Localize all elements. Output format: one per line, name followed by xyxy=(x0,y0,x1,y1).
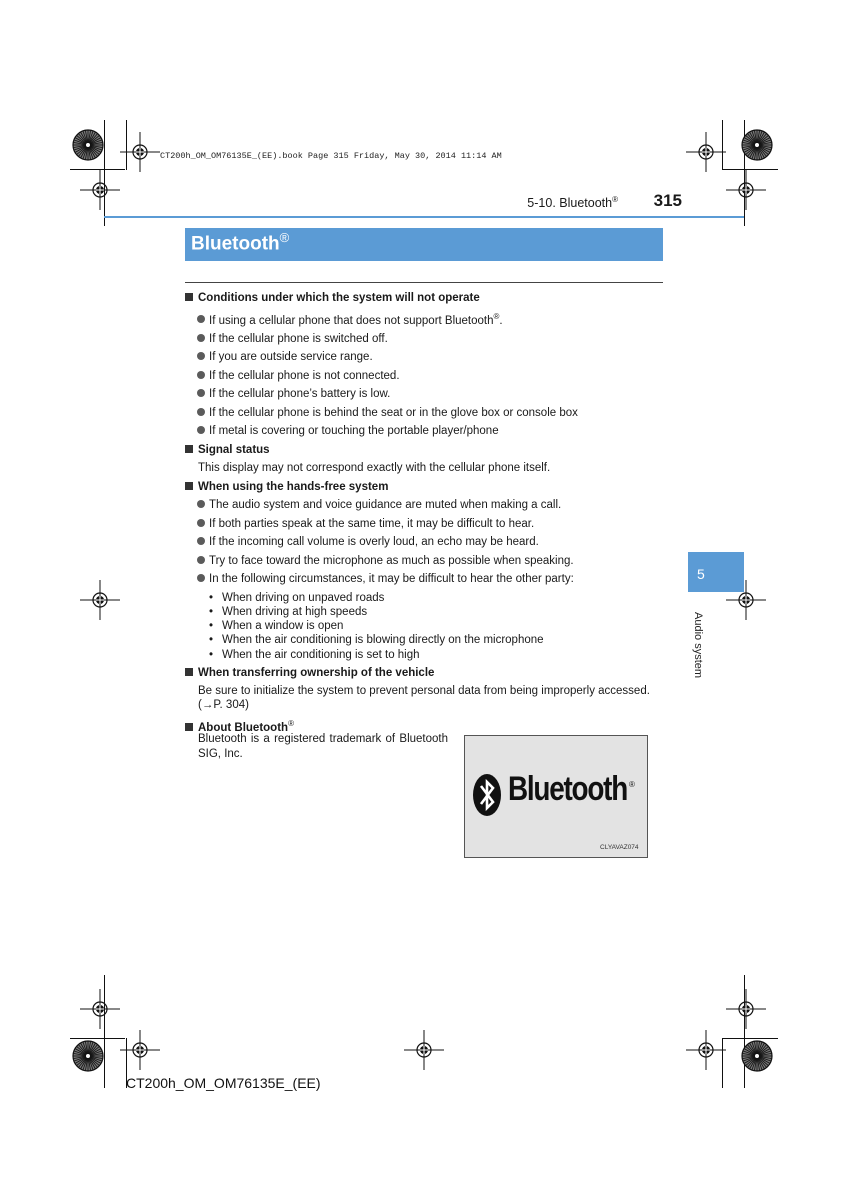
sub-list-item xyxy=(185,633,663,647)
square-bullet-icon xyxy=(185,445,193,453)
sub-bullet-icon: • xyxy=(209,591,214,604)
sub-list-item-text: When driving on unpaved roads xyxy=(222,591,385,604)
list-item-end: . xyxy=(499,314,503,327)
dot-bullet-icon xyxy=(197,389,205,397)
sub-list-item-text: When driving at high speeds xyxy=(222,606,368,619)
sub-list-item xyxy=(185,619,663,633)
color-bar-mark xyxy=(742,1041,772,1071)
list-item xyxy=(185,533,663,552)
sub-bullet-icon: • xyxy=(209,634,214,647)
sub-list-item xyxy=(185,605,663,619)
list-item-text: If the incoming call volume is overly loud, an echo may be heard. xyxy=(209,536,539,549)
list-item-text: If using a cellular phone that does not support Bluetooth xyxy=(209,314,494,327)
heading-text: When using the hands-free system xyxy=(198,480,389,493)
bluetooth-logo-word: Bluetooth xyxy=(508,770,628,808)
logo-registered-mark: ® xyxy=(629,780,635,789)
color-bar-mark xyxy=(73,1041,103,1071)
title-rule xyxy=(185,282,663,283)
registered-mark: ® xyxy=(288,719,294,729)
reference-open: ( xyxy=(198,699,202,712)
list-item-text: If the cellular phone is not connected. xyxy=(209,369,400,382)
registration-mark xyxy=(80,989,120,1029)
arrow-right-icon: → xyxy=(201,699,214,712)
section-label-text: 5-10. Bluetooth xyxy=(527,196,613,211)
sub-list-item xyxy=(185,591,663,605)
sub-bullet-icon: • xyxy=(209,606,214,619)
dot-bullet-icon xyxy=(197,500,205,508)
list-item-text: In the following circumstances, it may be difficult to hear the other party: xyxy=(209,573,574,586)
list-item xyxy=(185,348,663,367)
print-header: CT200h_OM_OM76135E_(EE).book Page 315 Friday, May 30, 2014 11:14 AM xyxy=(160,151,502,161)
list-item xyxy=(185,552,663,571)
section-label xyxy=(470,195,618,210)
color-bar-mark xyxy=(73,130,103,160)
sub-bullet-icon: • xyxy=(209,648,214,661)
list-item-text: If the cellular phone’s battery is low. xyxy=(209,388,391,401)
dot-bullet-icon xyxy=(197,408,205,416)
sub-list-item-text: When a window is open xyxy=(222,620,344,633)
registration-mark xyxy=(80,170,120,210)
chapter-label xyxy=(688,612,714,702)
heading-text: Conditions under which the system will not operate xyxy=(198,292,480,304)
title-registered-mark: ® xyxy=(279,230,290,245)
page-number: 315 xyxy=(653,191,682,210)
sub-list-item-text: When the air conditioning is set to high xyxy=(222,648,420,661)
heading-text: When transferring ownership of the vehicle xyxy=(198,666,435,679)
heading-text: About Bluetooth xyxy=(198,722,289,735)
reference-text: P. 304) xyxy=(213,699,249,712)
list-item xyxy=(185,570,663,589)
registration-mark xyxy=(120,1030,160,1070)
main-content xyxy=(185,289,663,738)
dot-bullet-icon xyxy=(197,537,205,545)
registration-mark xyxy=(120,132,160,172)
registration-mark xyxy=(686,132,726,172)
section-heading-handsfree xyxy=(185,478,663,497)
section-registered-mark: ® xyxy=(612,195,618,204)
list-item xyxy=(185,330,663,349)
registration-mark xyxy=(726,989,766,1029)
figure-code: CLYAVAZ074 xyxy=(600,844,639,851)
header-rule xyxy=(104,216,744,218)
dot-bullet-icon xyxy=(197,315,205,323)
heading-text: Signal status xyxy=(198,443,270,456)
list-item xyxy=(185,308,663,330)
trademark-text: Bluetooth is a registered trademark of Bluetooth SIG, Inc. xyxy=(198,733,448,760)
color-bar-mark xyxy=(742,130,772,160)
square-bullet-icon xyxy=(185,482,193,490)
dot-bullet-icon xyxy=(197,352,205,360)
registration-mark xyxy=(726,170,766,210)
dot-bullet-icon xyxy=(197,574,205,582)
transfer-text xyxy=(185,682,663,715)
section-heading-conditions xyxy=(185,289,663,308)
sub-list-item-text: When the air conditioning is blowing directly on the microphone xyxy=(222,634,544,647)
dot-bullet-icon xyxy=(197,334,205,342)
sub-bullet-icon: • xyxy=(209,620,214,633)
dot-bullet-icon xyxy=(197,556,205,564)
square-bullet-icon xyxy=(185,293,193,301)
dot-bullet-icon xyxy=(197,519,205,527)
list-item-text: The audio system and voice guidance are muted when making a call. xyxy=(209,499,562,512)
chapter-label-text: Audio system xyxy=(692,612,704,679)
registered-mark: ® xyxy=(493,311,500,321)
page-reference xyxy=(198,698,663,712)
dot-bullet-icon xyxy=(197,371,205,379)
list-item-text: If the cellular phone is switched off. xyxy=(209,332,388,345)
list-item-text: Try to face toward the microphone as much as possible when speaking. xyxy=(209,554,574,567)
list-item xyxy=(185,515,663,534)
square-bullet-icon xyxy=(185,668,193,676)
sub-list-item xyxy=(185,648,663,662)
section-heading-transfer xyxy=(185,664,663,683)
list-item-text: If metal is covering or touching the portable player/phone xyxy=(209,425,499,438)
footer-code: CT200h_OM_OM76135E_(EE) xyxy=(126,1075,321,1091)
list-item-text: If both parties speak at the same time, it may be difficult to hear. xyxy=(209,517,535,530)
list-item xyxy=(185,404,663,423)
signal-text: This display may not correspond exactly with the cellular phone itself. xyxy=(198,462,551,475)
list-item xyxy=(185,422,663,441)
list-item-text: If the cellular phone is behind the seat or in the glove box or console box xyxy=(209,406,578,419)
registration-mark xyxy=(80,580,120,620)
bluetooth-icon xyxy=(472,773,502,817)
list-item xyxy=(185,496,663,515)
page-title-text: Bluetooth xyxy=(191,233,280,255)
page-title xyxy=(191,230,289,255)
list-item-text: If you are outside service range. xyxy=(209,351,373,364)
registration-mark xyxy=(686,1030,726,1070)
dot-bullet-icon xyxy=(197,426,205,434)
square-bullet-icon xyxy=(185,723,193,731)
chapter-number: 5 xyxy=(697,566,705,582)
list-item xyxy=(185,385,663,404)
registration-mark xyxy=(404,1030,444,1070)
section-heading-signal xyxy=(185,441,663,460)
transfer-text-line: Be sure to initialize the system to prevent personal data from being improperly accessed. xyxy=(198,685,650,698)
list-item xyxy=(185,367,663,386)
